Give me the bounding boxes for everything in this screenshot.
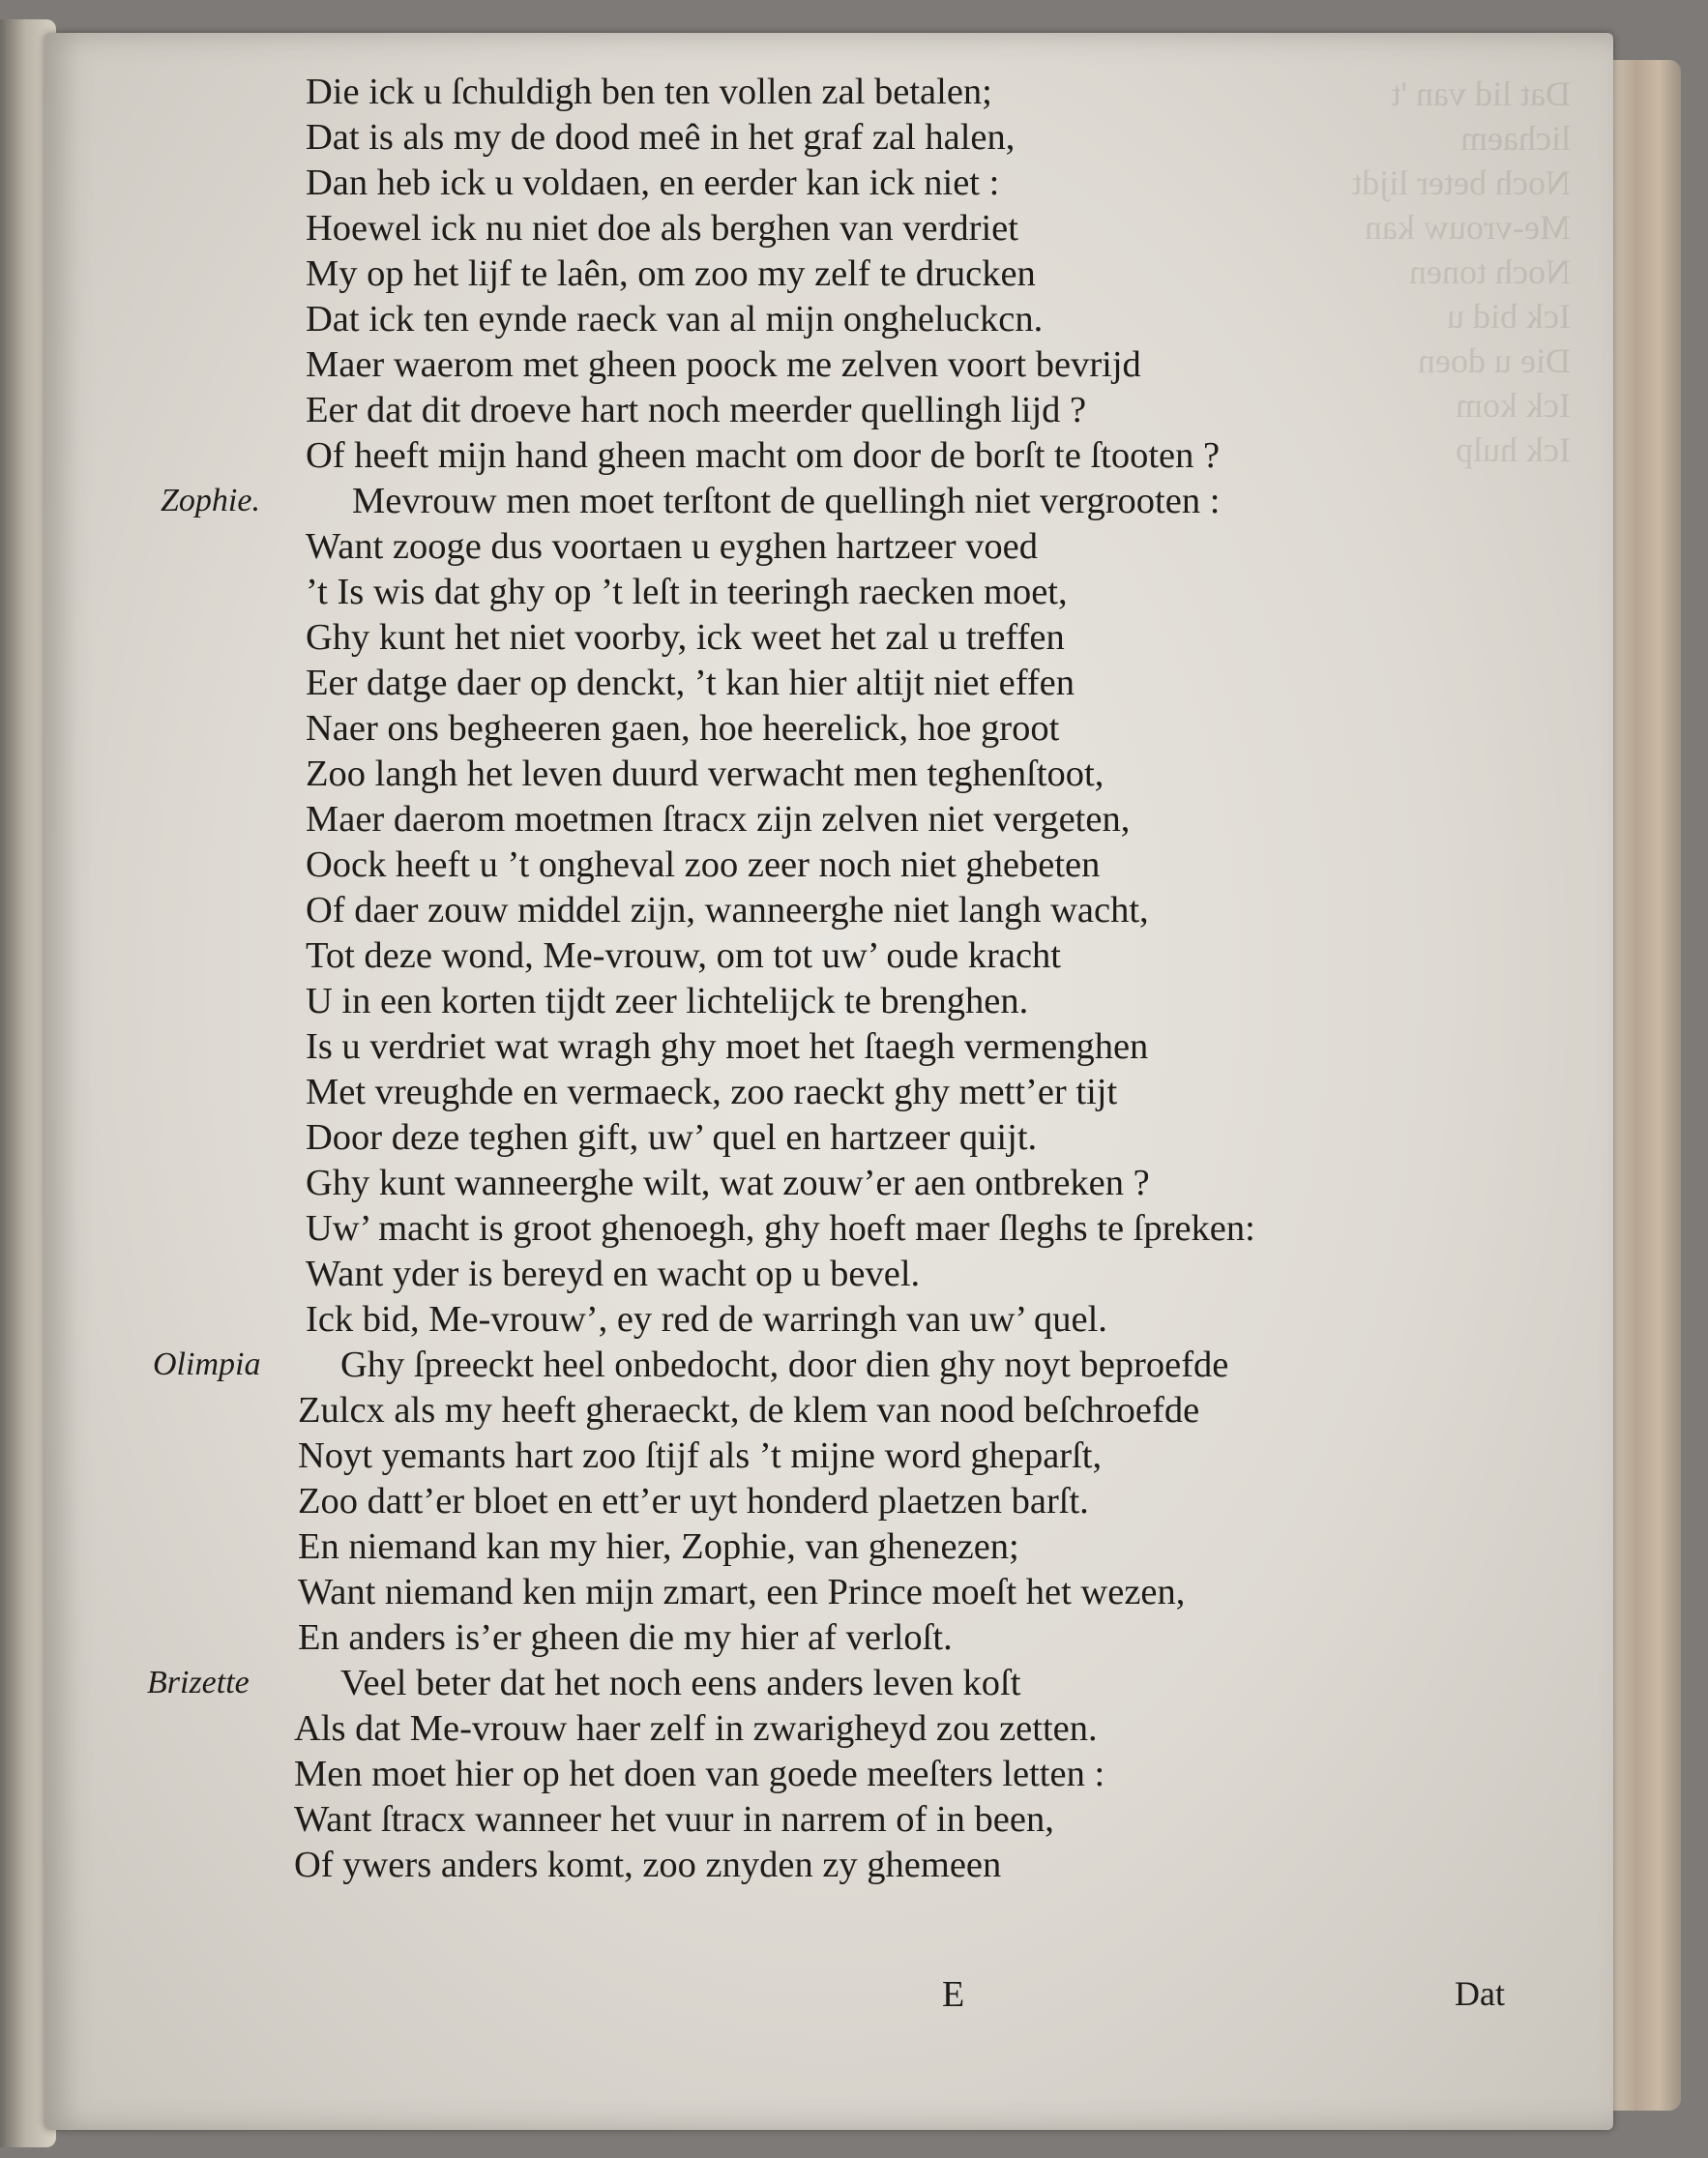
catchword: Dat (1455, 1974, 1505, 2013)
verse-line: Ghy ſpreeckt heel onbedocht, door dien ghy noyt beproefde (340, 1345, 1229, 1385)
verse-line: Ghy kunt het niet voorby, ick weet het zal u treffen (306, 617, 1065, 658)
verse-line: Is u verdriet wat wragh ghy moet het ſtaegh vermenghen (306, 1026, 1149, 1067)
verse-line: Door deze teghen gift, uw’ quel en hartzeer quijt. (306, 1117, 1038, 1158)
verse-line: Dat is als my de dood meê in het graf zal halen, (306, 117, 1016, 158)
verse-line: ’t Is wis dat ghy op ’t leſt in teeringh raecken moet, (306, 572, 1068, 612)
verse-line: Ghy kunt wanneerghe wilt, wat zouw’er aen ontbreken ? (306, 1163, 1150, 1203)
verse-line: U in een korten tijdt zeer lichtelijck te brenghen. (306, 981, 1029, 1021)
verse-line: Oock heeft u ’t ongheval zoo zeer noch niet ghebeten (306, 844, 1101, 885)
verse-line: Tot deze wond, Me-vrouw, om tot uw’ oude kracht (306, 935, 1061, 976)
page-stack-edge (1607, 60, 1681, 2111)
verse-line: Mevrouw men moet terſtont de quellingh niet vergrooten : (352, 481, 1221, 521)
verse-line: Maer daerom moetmen ſtracx zijn zelven niet vergeten, (306, 799, 1131, 840)
verse-line: Want zooge dus voortaen u eyghen hartzeer voed (306, 526, 1038, 567)
verse-text (44, 33, 1613, 2130)
verse-line: En niemand kan my hier, Zophie, van ghenezen; (298, 1526, 1019, 1567)
verse-line: My op het lijf te laên, om zoo my zelf te drucken (306, 253, 1036, 294)
verse-line: Veel beter dat het noch eens anders leven koſt (340, 1663, 1021, 1703)
verse-line: Dan heb ick u voldaen, en eerder kan ick niet : (306, 163, 1000, 203)
verse-line: Maer waerom met gheen poock me zelven voort bevrijd (306, 344, 1141, 385)
verse-line: Want ſtracx wanneer het vuur in narrem of in been, (294, 1799, 1054, 1840)
verse-line: Ick bid, Me-vrouw’, ey red de warringh van uw’ quel. (306, 1299, 1107, 1340)
verse-line: Want niemand ken mijn zmart, een Prince moeſt het wezen, (298, 1572, 1186, 1612)
verse-line: Men moet hier op het doen van goede meeſters letten : (294, 1754, 1105, 1794)
speaker-label-zophie: Zophie. (161, 483, 260, 518)
show-through-text: Dat lid van 't lichaem Noch beter lijdt Me-vrouw kan Noch tonen Ick bid u Die u doen Ick kom Ick hulp (1352, 74, 1571, 469)
verse-line: Zulcx als my heeft gheraeckt, de klem van nood beſchroefde (298, 1390, 1200, 1431)
verse-line: Of daer zouw middel zijn, wanneerghe niet langh wacht, (306, 890, 1149, 931)
verse-line: Of ywers anders komt, zoo znyden zy ghemeen (294, 1845, 1002, 1885)
verse-line: Uw’ macht is groot ghenoegh, ghy hoeft maer ſleghs te ſpreken: (306, 1208, 1255, 1249)
book-page (44, 33, 1613, 2130)
verse-line: Noyt yemants hart zoo ſtijf als ’t mijne word gheparſt, (298, 1435, 1103, 1476)
verse-line: Eer datge daer op denckt, ’t kan hier altijt niet effen (306, 663, 1075, 703)
verse-line: En anders is’er gheen die my hier af verloſt. (298, 1617, 953, 1658)
speaker-label-brizette: Brizette (147, 1665, 250, 1700)
verse-line: Met vreughde en vermaeck, zoo raeckt ghy mett’er tijt (306, 1072, 1118, 1112)
verse-line: Die ick u ſchuldigh ben ten vollen zal betalen; (306, 72, 992, 112)
verse-line: Dat ick ten eynde raeck van al mijn ongheluckcn. (306, 299, 1044, 340)
verse-line: Zoo datt’er bloet en ett’er uyt honderd plaetzen barſt. (298, 1481, 1089, 1522)
verse-line: Hoewel ick nu niet doe als berghen van verdriet (306, 208, 1018, 249)
verse-line: Want yder is bereyd en wacht op u bevel. (306, 1254, 921, 1294)
verse-line: Zoo langh het leven duurd verwacht men teghenſtoot, (306, 754, 1104, 794)
verse-line: Naer ons begheeren gaen, hoe heerelick, hoe groot (306, 708, 1060, 749)
signature-mark: E (942, 1974, 965, 2015)
verse-line: Of heeft mijn hand gheen macht om door de borſt te ſtooten ? (306, 435, 1221, 476)
speaker-label-olimpia: Olimpia (153, 1346, 261, 1382)
verse-line: Als dat Me-vrouw haer zelf in zwarigheyd zou zetten. (294, 1708, 1098, 1749)
verse-line: Eer dat dit droeve hart noch meerder quellingh lijd ? (306, 390, 1087, 430)
